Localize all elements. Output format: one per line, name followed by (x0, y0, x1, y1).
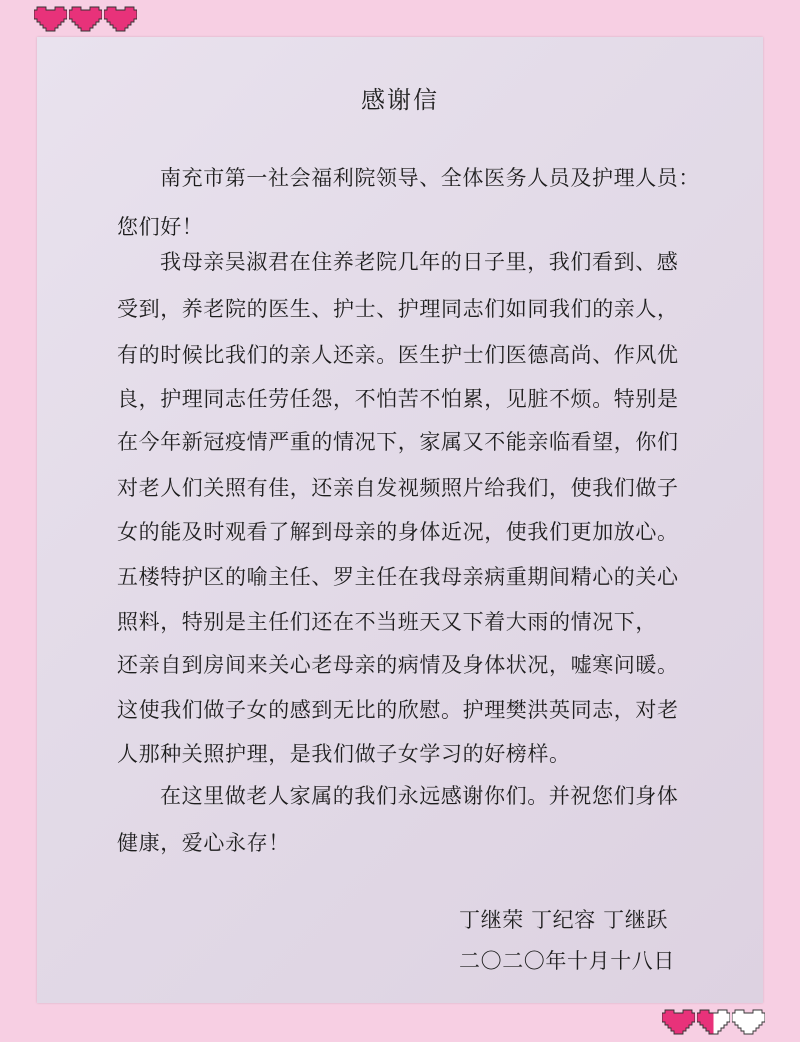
letter-body-line: 对老人们关照有佳，还亲自发视频照片给我们，使我们做子 (117, 476, 679, 500)
letter-closing-line: 健康，爱心永存！ (117, 831, 290, 855)
letter-title: 感谢信 (361, 86, 439, 114)
letter-greeting: 您们好！ (117, 215, 204, 239)
letter-salutation: 南充市第一社会福利院领导、全体医务人员及护理人员： (160, 166, 700, 190)
letter-signatures: 丁继荣 丁纪容 丁继跃 (459, 908, 668, 932)
letter-body-line: 照料，特别是主任们还在不当班天又下着大雨的情况下， (117, 610, 657, 634)
letter-body-line: 人那种关照护理，是我们做子女学习的好榜样。 (117, 742, 571, 766)
letter-body-line: 女的能及时观看了解到母亲的身体近况，使我们更加放心。 (117, 520, 679, 544)
top-hearts (34, 4, 137, 34)
bottom-hearts (662, 1007, 765, 1037)
filled-heart-icon (104, 4, 137, 34)
letter-closing-line: 在这里做老人家属的我们永远感谢你们。并祝您们身体 (160, 784, 679, 808)
letter-date: 二〇二〇年十月十八日 (459, 949, 675, 973)
letter-paper (37, 37, 763, 1003)
letter-body-line: 我母亲吴淑君在住养老院几年的日子里，我们看到、感 (160, 250, 679, 274)
letter-body-line: 这使我们做子女的感到无比的欣慰。护理樊洪英同志，对老 (117, 698, 679, 722)
letter-body-line: 五楼特护区的喻主任、罗主任在我母亲病重期间精心的关心 (117, 565, 679, 589)
outline-heart-icon (732, 1007, 765, 1037)
letter-body-line: 在今年新冠疫情严重的情况下，家属又不能亲临看望，你们 (117, 430, 679, 454)
letter-body-line: 良，护理同志任劳任怨，不怕苦不怕累，见脏不烦。特别是 (117, 387, 679, 411)
letter-body-line: 还亲自到房间来关心老母亲的病情及身体状况，嘘寒问暖。 (117, 653, 679, 677)
letter-body-line: 受到，养老院的医生、护士、护理同志们如同我们的亲人， (117, 297, 679, 321)
filled-heart-icon (34, 4, 67, 34)
half-heart-icon (697, 1007, 730, 1037)
letter-body-line: 有的时候比我们的亲人还亲。医生护士们医德高尚、作风优 (117, 343, 679, 367)
filled-heart-icon (69, 4, 102, 34)
filled-heart-icon (662, 1007, 695, 1037)
